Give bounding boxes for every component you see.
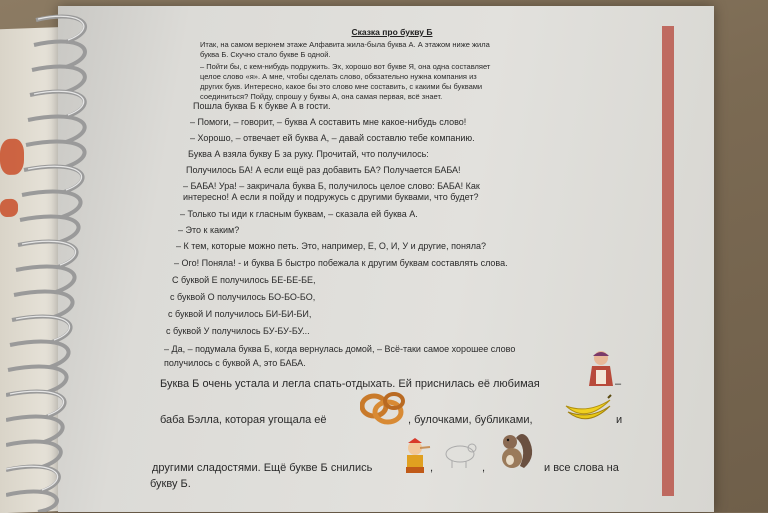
- paragraph-line: с буквой У получилось БУ-БУ-БУ...: [166, 326, 310, 336]
- paragraph-line: Пошла буква Б к букве А в гости.: [193, 101, 331, 111]
- bottom-line: ,: [482, 462, 486, 474]
- paragraph-line: Получилось БА! А если ещё раз добавить БА? Получается БАБА!: [186, 165, 461, 175]
- paragraph-line: – Пойти бы, с кем-нибудь подружить. Эх, хорошо вот букве Я, она одна составляет: [200, 62, 491, 71]
- paragraph-line: Итак, на самом верхнем этаже Алфавита жила-была буква А. А этажом ниже жила: [200, 40, 490, 49]
- buratino-icon: [398, 438, 432, 474]
- bottom-line: букву Б.: [150, 478, 191, 490]
- paragraph-line: – Хорошо, – отвечает ей буква А, – давай составлю тебе компанию.: [190, 133, 475, 143]
- paragraph-line: – Помоги, – говорит, – буква А составить мне какое-нибудь слово!: [190, 117, 467, 127]
- paragraph-line: Буква А взяла букву Б за руку. Прочитай, что получилось:: [188, 149, 429, 159]
- bottom-line: ,: [430, 462, 434, 474]
- story-title: Сказка про букву Б: [351, 27, 433, 37]
- page-edge: [662, 26, 674, 496]
- bottom-line: другими сладостями. Ещё букве Б снились: [152, 462, 373, 474]
- paragraph-line: – Только ты иди к гласным буквам, – сказала ей буква А.: [180, 209, 418, 219]
- paragraph-line: соединиться? Пойду, спрошу у буквы А, она самая первая, всё знает.: [200, 92, 443, 101]
- paragraph-line: буква Б. Скучно стало букве Б одной.: [200, 50, 331, 59]
- paragraph-line: интересно! А если я пойду и подружусь с другими буквами, что будет?: [183, 192, 479, 202]
- bottom-line: и все слова на: [544, 462, 619, 474]
- lamb-icon: [440, 440, 480, 470]
- paragraph-line: – К тем, которые можно петь. Это, например, Е, О, И, У и другие, поняла?: [176, 241, 487, 251]
- paragraph-line: получилось с буквой А, это БАБА.: [164, 358, 306, 368]
- paragraph-line: с буквой И получилось БИ-БИ-БИ,: [168, 309, 312, 319]
- paragraph-line: целое слово «я». А мне, чтобы сделать слово, обязательно нужна компания из: [200, 72, 477, 81]
- spiral-binding: [6, 0, 101, 512]
- paragraph-line: других букв. Интересно, какое бы это слово мне составить, с какими бы буквами: [200, 82, 483, 91]
- paragraph-line: – Это к каким?: [178, 225, 240, 235]
- grandma-icon: [586, 348, 616, 388]
- paragraph-line: – Да, – подумала буква Б, когда вернулась домой, – Всё-таки самое хорошее слово: [164, 344, 516, 354]
- bottom-line: баба Бэлла, которая угощала её: [160, 414, 327, 426]
- bottom-line: Буква Б очень устала и легла спать-отдыхать. Ей приснилась её любимая: [160, 378, 540, 390]
- paragraph-line: – БАБА! Ура! – закричала буква Б, получилось целое слово: БАБА! Как: [183, 181, 480, 191]
- paragraph-line: с буквой О получилось БО-БО-БО,: [170, 292, 316, 302]
- bananas-icon: [564, 392, 612, 424]
- paragraph-line: С буквой Е получилось БЕ-БЕ-БЕ,: [172, 275, 316, 285]
- squirrel-icon: [494, 428, 538, 472]
- bottom-line: и: [616, 414, 623, 426]
- bottom-line: , булочками, бубликами,: [408, 414, 533, 426]
- paragraph-line: – Ого! Поняла! - и буква Б быстро побежала к другим буквам составлять слова.: [174, 258, 508, 268]
- pretzels-icon: [360, 392, 406, 426]
- bottom-line: –: [615, 378, 622, 390]
